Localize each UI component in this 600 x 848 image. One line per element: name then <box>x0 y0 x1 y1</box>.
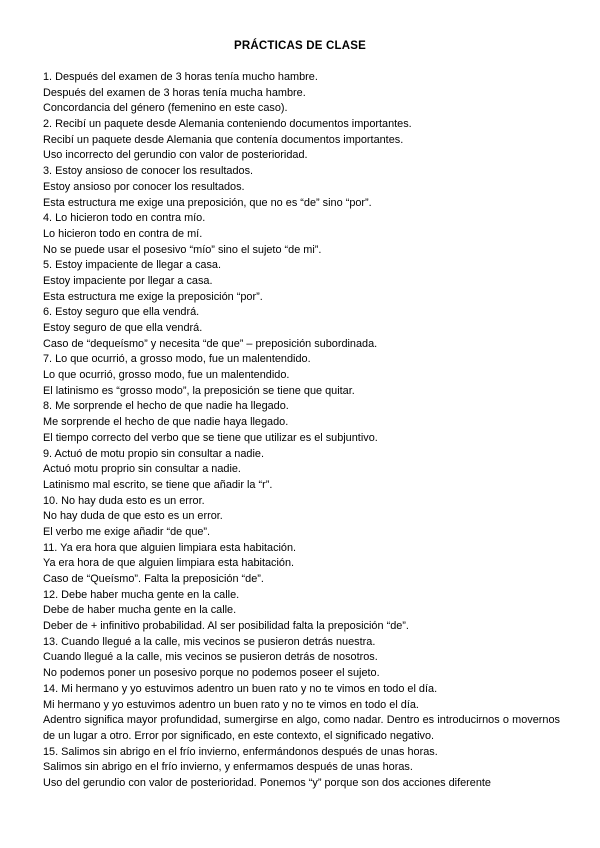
text-line: 6. Estoy seguro que ella vendrá. <box>43 306 200 319</box>
text-line: Esta estructura me exige una preposición, que no es “de” sino “por”. <box>43 196 372 209</box>
text-line: 12. Debe haber mucha gente en la calle. <box>43 588 240 601</box>
text-line: Mi hermano y yo estuvimos adentro un buen rato y no te vimos en todo el día. <box>43 698 419 711</box>
text-line: Me sorprende el hecho de que nadie haya llegado. <box>43 416 289 429</box>
text-line: Latinismo mal escrito, se tiene que añadir la “r”. <box>43 478 273 491</box>
text-line: El latinismo es “grosso modo”, la preposición se tiene que quitar. <box>43 384 355 397</box>
text-line: Caso de “dequeísmo” y necesita “de que” – preposición subordinada. <box>43 337 378 350</box>
page-title: PRÁCTICAS DE CLASE <box>233 40 367 52</box>
text-line: Actuó motu proprio sin consultar a nadie. <box>43 463 241 476</box>
text-line: Deber de + infinitivo probabilidad. Al ser posibilidad falta la preposición “de”. <box>43 620 409 633</box>
text-line: 10. No hay duda esto es un error. <box>43 494 205 507</box>
text-line: 13. Cuando llegué a la calle, mis vecinos se pusieron detrás nuestra. <box>43 635 376 648</box>
text-line: El verbo me exige añadir “de que”. <box>43 525 211 538</box>
text-line: Esta estructura me exige la preposición “por”. <box>43 290 263 303</box>
text-line: Debe de haber mucha gente en la calle. <box>43 604 237 617</box>
text-line: 4. Lo hicieron todo en contra mío. <box>43 212 206 225</box>
text-line: Ya era hora de que alguien limpiara esta habitación. <box>43 557 295 570</box>
text-line: Lo que ocurrió, grosso modo, fue un malentendido. <box>43 369 290 382</box>
text-line: Cuando llegué a la calle, mis vecinos se pusieron detrás de nosotros. <box>43 651 378 664</box>
document-body <box>43 70 560 792</box>
text-line: Lo hicieron todo en contra de mí. <box>43 227 203 240</box>
text-line: Después del examen de 3 horas tenía mucha hambre. <box>43 86 306 99</box>
text-line: 3. Estoy ansioso de conocer los resultados. <box>43 165 254 178</box>
text-line: Caso de “Queísmo”. Falta la preposición “de”. <box>43 573 264 585</box>
text-line: Uso incorrecto del gerundio con valor de posterioridad. <box>43 149 308 162</box>
text-line: No se puede usar el posesivo “mío” sino el sujeto “de mi”. <box>43 243 322 256</box>
text-line: El tiempo correcto del verbo que se tiene que utilizar es el subjuntivo. <box>43 431 378 444</box>
text-line: 5. Estoy impaciente de llegar a casa. <box>43 259 221 272</box>
text-line: 14. Mi hermano y yo estuvimos adentro un buen rato y no te vimos en todo el día. <box>43 682 438 695</box>
text-line: Salimos sin abrigo en el frío invierno, y enfermamos después de unas horas. <box>43 761 413 774</box>
text-line: 11. Ya era hora que alguien limpiara esta habitación. <box>43 541 297 554</box>
text-line: 2. Recibí un paquete desde Alemania conteniendo documentos importantes. <box>43 118 412 131</box>
text-line: 7. Lo que ocurrió, a grosso modo, fue un malentendido. <box>43 353 311 366</box>
text-line: Estoy ansioso por conocer los resultados. <box>43 180 245 193</box>
text-line: Recibí un paquete desde Alemania que contenía documentos importantes. <box>43 133 404 146</box>
text-line: 9. Actuó de motu propio sin consultar a nadie. <box>43 447 264 460</box>
text-line: Uso del gerundio con valor de posterioridad. Ponemos “y” porque son dos acciones diferente <box>43 776 491 789</box>
text-line: Estoy seguro de que ella vendrá. <box>43 322 203 334</box>
text-line: Estoy impaciente por llegar a casa. <box>43 274 213 287</box>
text-line: 15. Salimos sin abrigo en el frío invierno, enfermándonos después de unas horas. <box>43 745 438 758</box>
text-line: Concordancia del género (femenino en este caso). <box>43 102 288 115</box>
text-line: No hay duda de que esto es un error. <box>43 510 223 523</box>
text-line: No podemos poner un posesivo porque no podemos poseer el sujeto. <box>43 667 380 680</box>
text-line: Adentro significa mayor profundidad, sumergirse en algo, como nadar. Dentro es introducirnos o movernos de un lugar a otro. Error por significado, en este contexto, el significado negativo. <box>43 714 560 742</box>
text-line: 8. Me sorprende el hecho de que nadie ha llegado. <box>43 400 289 413</box>
text-line: 1. Después del examen de 3 horas tenía mucho hambre. <box>43 71 318 83</box>
